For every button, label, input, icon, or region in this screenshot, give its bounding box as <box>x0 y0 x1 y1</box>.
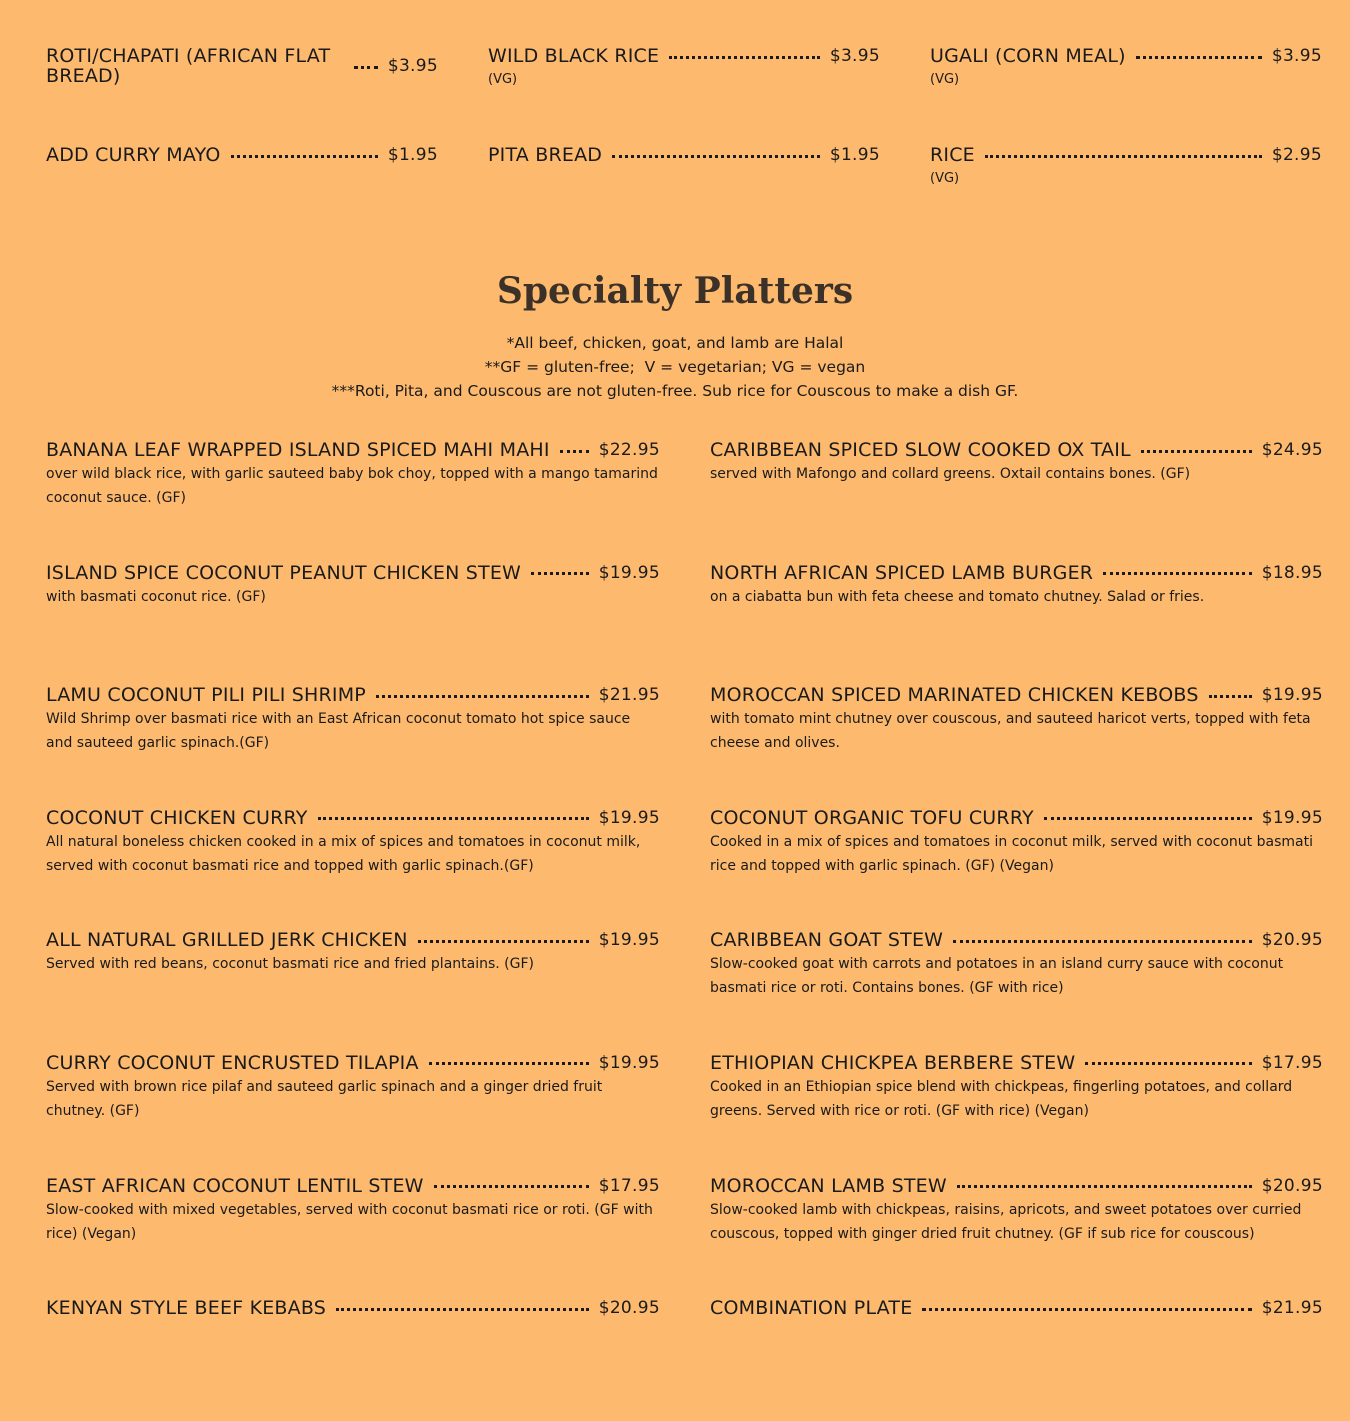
menu-item-description: Served with red beans, coconut basmati rice and fried plantains. (GF) <box>46 956 535 973</box>
menu-item-price: $22.95 <box>598 440 660 460</box>
menu-item <box>710 685 1323 808</box>
menu-item-row <box>46 808 660 828</box>
menu-item <box>930 145 1322 244</box>
menu-item-name: CURRY COCONUT ENCRUSTED TILAPIA <box>46 1051 419 1074</box>
note-line: *All beef, chicken, goat, and lamb are Halal <box>506 334 844 352</box>
menu-item-row <box>46 685 660 705</box>
menu-item-name: COMBINATION PLATE <box>710 1297 913 1320</box>
dot-leader <box>1044 817 1252 820</box>
menu-item-name: EAST AFRICAN COCONUT LENTIL STEW <box>46 1174 424 1197</box>
menu-item-price: $19.95 <box>598 1052 660 1073</box>
menu-item-price: $19.95 <box>1261 685 1323 706</box>
menu-item-row <box>46 46 438 86</box>
dot-leader <box>1136 56 1262 59</box>
menu-item-row <box>710 1053 1323 1073</box>
menu-item-price: $1.95 <box>387 145 438 165</box>
menu-item-price: $17.95 <box>598 1175 660 1196</box>
note-line: **GF = gluten-free; V = vegetarian; VG = vegan <box>484 358 866 376</box>
dot-leader <box>418 940 589 943</box>
menu-item-description: with basmati coconut rice. (GF) <box>46 588 266 605</box>
menu-item <box>710 563 1323 686</box>
menu-item-description: Served with brown rice pilaf and sauteed garlic spinach and a ginger dried fruit chutney. (GF) <box>46 1078 603 1119</box>
menu-item-name: PITA BREAD <box>488 144 603 166</box>
menu-item-price: $19.95 <box>598 562 660 583</box>
menu-item <box>46 930 660 1053</box>
dot-leader <box>231 155 378 158</box>
menu-item-price: $24.95 <box>1261 440 1323 460</box>
dot-leader <box>1085 1062 1251 1065</box>
menu-item-name: MOROCCAN SPICED MARINATED CHICKEN KEBOBS <box>710 684 1199 707</box>
menu-item-description: Slow-cooked with mixed vegetables, served with coconut basmati rice or roti. (GF with rice) (Vegan) <box>46 1201 653 1242</box>
menu-item-row <box>710 930 1323 950</box>
menu-item-row <box>488 145 880 165</box>
menu-item-description: on a ciabatta bun with feta cheese and tomato chutney. Salad or fries. <box>710 588 1205 605</box>
dot-leader <box>434 1185 589 1188</box>
menu-item-price: $20.95 <box>598 1298 660 1319</box>
note-line: ***Roti, Pita, and Couscous are not gluten-free. Sub rice for Couscous to make a dish GF. <box>331 382 1019 400</box>
menu-item <box>46 440 660 563</box>
diet-tag: (VG) <box>930 72 960 87</box>
menu-item <box>46 1176 660 1299</box>
menu-item-row <box>46 145 438 165</box>
dot-leader <box>1103 572 1252 575</box>
sides-grid <box>46 46 1323 244</box>
menu-item-price: $1.95 <box>829 145 880 165</box>
menu-item-price: $19.95 <box>598 807 660 828</box>
dot-leader <box>1141 450 1252 453</box>
menu-item <box>710 440 1323 563</box>
menu-item-row <box>46 930 660 950</box>
menu-item-name: WILD BLACK RICE <box>488 45 660 67</box>
menu-item-price: $3.95 <box>387 56 438 76</box>
dot-leader <box>669 56 820 59</box>
menu-item-name: RICE <box>930 144 975 166</box>
menu-item-description: with tomato mint chutney over couscous, and sauteed haricot verts, topped with feta cheese and olives. <box>710 711 1311 752</box>
dot-leader <box>957 1185 1252 1188</box>
menu-item-row <box>710 1298 1323 1318</box>
menu-item-row <box>930 46 1322 66</box>
menu-item-row <box>710 440 1323 460</box>
menu-item-price: $20.95 <box>1261 930 1323 951</box>
menu-item-description: Wild Shrimp over basmati rice with an East African coconut tomato hot spice sauce and sauteed garlic spinach.(GF) <box>46 711 631 752</box>
menu-item-description: All natural boneless chicken cooked in a mix of spices and tomatoes in coconut milk, served with coconut basmati rice and topped with garlic spinach.(GF) <box>46 833 641 874</box>
menu-item <box>46 1053 660 1176</box>
menu-item-name: KENYAN STYLE BEEF KEBABS <box>46 1297 327 1320</box>
menu-item <box>46 46 438 145</box>
menu-item-row <box>46 440 660 460</box>
menu-item-name: CARIBBEAN GOAT STEW <box>710 929 944 952</box>
menu-item-name: COCONUT ORGANIC TOFU CURRY <box>710 806 1034 829</box>
menu-item-name: CARIBBEAN SPICED SLOW COOKED OX TAIL <box>710 439 1131 461</box>
menu-item-price: $19.95 <box>1261 807 1323 828</box>
dot-leader <box>922 1308 1251 1311</box>
menu-item-description: Slow-cooked lamb with chickpeas, raisins, apricots, and sweet potatoes over curried couscous, topped with ginger dried fruit chutney. (GF if sub rice for couscous) <box>710 1201 1302 1242</box>
menu-item-row <box>710 685 1323 705</box>
menu-item <box>46 808 660 931</box>
menu-item-name: MOROCCAN LAMB STEW <box>710 1174 947 1197</box>
menu-item <box>46 145 438 244</box>
menu-item <box>710 808 1323 931</box>
dot-leader <box>336 1308 589 1311</box>
menu-item <box>930 46 1322 145</box>
menu-item-row <box>488 46 880 66</box>
dot-leader <box>953 940 1252 943</box>
menu-item-price: $2.95 <box>1271 145 1322 165</box>
menu-item <box>488 145 880 244</box>
menu-item-price: $17.95 <box>1261 1052 1323 1073</box>
menu-item-name: ADD CURRY MAYO <box>46 144 221 166</box>
dot-leader <box>429 1062 589 1065</box>
dot-leader <box>985 155 1262 158</box>
menu-item-name: UGALI (CORN MEAL) <box>930 45 1126 67</box>
platters-grid <box>46 440 1323 1421</box>
menu-item <box>46 563 660 686</box>
menu-item-price: $21.95 <box>1261 1298 1323 1319</box>
dot-leader <box>612 155 820 158</box>
menu-item <box>710 1298 1323 1421</box>
menu-item <box>710 930 1323 1053</box>
menu-item <box>488 46 880 145</box>
dietary-notes <box>0 331 1350 403</box>
menu-item-name: LAMU COCONUT PILI PILI SHRIMP <box>46 684 366 707</box>
dot-leader <box>531 572 589 575</box>
dot-leader <box>318 817 589 820</box>
menu-item-price: $21.95 <box>598 685 660 706</box>
menu-item-name: COCONUT CHICKEN CURRY <box>46 806 308 829</box>
menu-item-row <box>710 808 1323 828</box>
menu-item-name: ALL NATURAL GRILLED JERK CHICKEN <box>46 929 408 952</box>
diet-tag: (VG) <box>488 72 518 87</box>
menu-item-description: Slow-cooked goat with carrots and potatoes in an island curry sauce with coconut basmati rice or roti. Contains bones. (GF with rice) <box>710 956 1284 997</box>
menu-item-row <box>930 145 1322 165</box>
menu-item-name: ROTI/CHAPATI (AFRICAN FLAT BREAD) <box>46 45 331 87</box>
menu-item <box>710 1176 1323 1299</box>
menu-item-price: $3.95 <box>829 46 880 66</box>
menu-item-name: BANANA LEAF WRAPPED ISLAND SPICED MAHI MAHI <box>46 439 550 461</box>
menu-item-description: Cooked in a mix of spices and tomatoes in coconut milk, served with coconut basmati rice and topped with garlic spinach. (GF) (Vegan) <box>710 833 1313 874</box>
menu-item-price: $18.95 <box>1261 562 1323 583</box>
menu-item <box>710 1053 1323 1176</box>
menu-item-name: ETHIOPIAN CHICKPEA BERBERE STEW <box>710 1051 1076 1074</box>
dot-leader <box>560 450 589 453</box>
section-title: Specialty Platters <box>496 270 854 312</box>
menu-item-price: $20.95 <box>1261 1175 1323 1196</box>
menu-item-price: $19.95 <box>598 930 660 951</box>
menu-item <box>46 685 660 808</box>
menu-item-row <box>46 1176 660 1196</box>
menu-item-price: $3.95 <box>1271 46 1322 66</box>
menu-item-description: Cooked in an Ethiopian spice blend with chickpeas, fingerling potatoes, and collard greens. Served with rice or roti. (GF with rice) (Vegan) <box>710 1078 1293 1119</box>
menu-item-row <box>46 1053 660 1073</box>
menu-item-description: served with Mafongo and collard greens. Oxtail contains bones. (GF) <box>710 466 1191 482</box>
diet-tag: (VG) <box>930 171 960 186</box>
menu-item-name: ISLAND SPICE COCONUT PEANUT CHICKEN STEW <box>46 561 522 584</box>
menu-item-row <box>46 1298 660 1318</box>
dot-leader <box>1209 695 1252 698</box>
menu-item-row <box>710 1176 1323 1196</box>
menu-item-name: NORTH AFRICAN SPICED LAMB BURGER <box>710 561 1094 584</box>
menu-item-row <box>710 563 1323 583</box>
menu-item <box>46 1298 660 1421</box>
dot-leader <box>376 695 589 698</box>
menu-item-description: over wild black rice, with garlic sauteed baby bok choy, topped with a mango tamarind coconut sauce. (GF) <box>46 466 658 506</box>
dot-leader <box>354 66 378 69</box>
menu-item-row <box>46 563 660 583</box>
